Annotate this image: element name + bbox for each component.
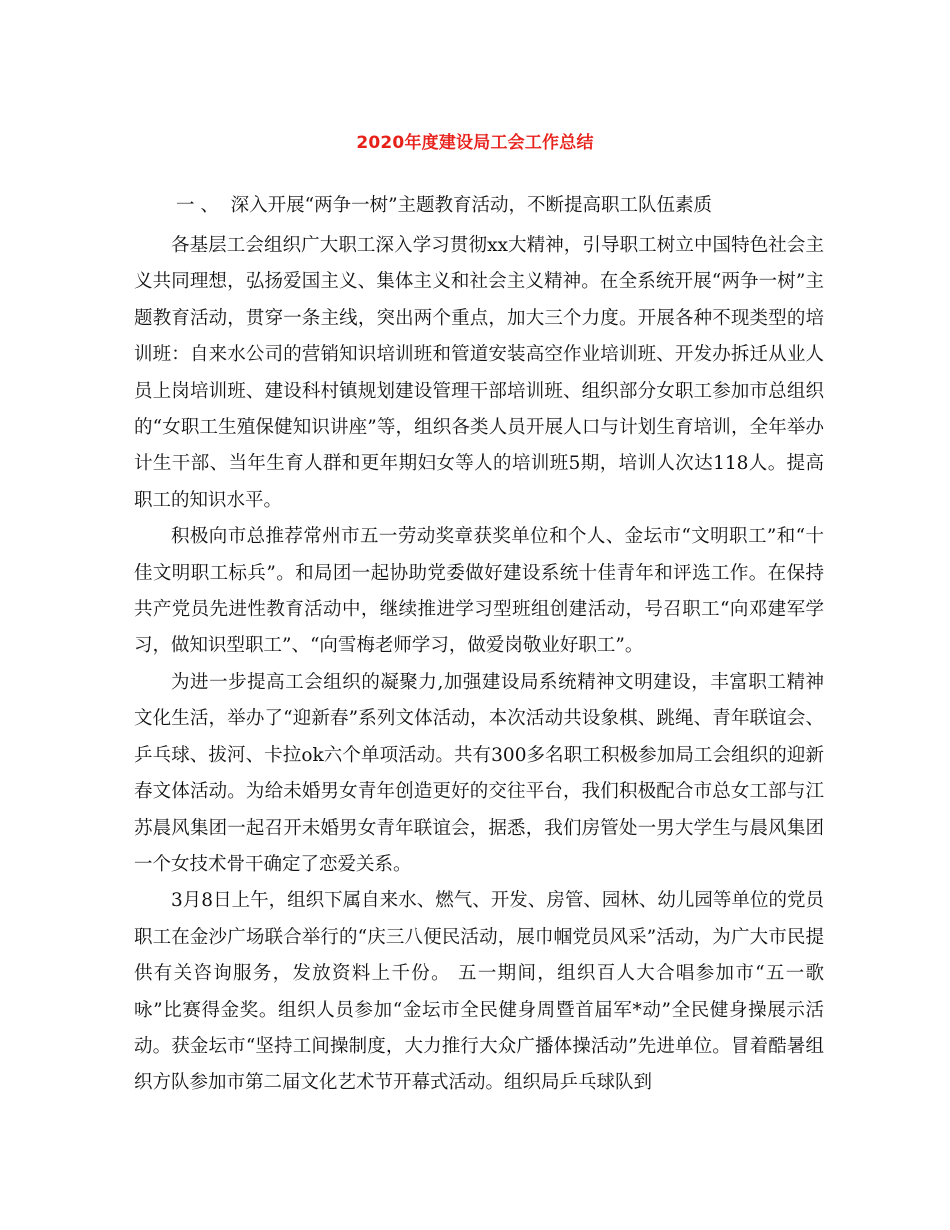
document-title: 2020年度建设局工会工作总结 [356, 133, 594, 153]
paragraph: 为进一步提高工会组织的凝聚力,加强建设局系统精神文明建设，丰富职工精神文化生活，举办了“迎新春”系列文体活动，本次活动共设象棋、跳绳、青年联谊会、乒乓球、拔河、卡拉ok六个单项活动。共有300多名职工积极参加局工会组织的迎新春文体活动。为给未婚男女青年创造更好的交往平台，我们积极配合市总女工部与江苏晨风集团一起召开未婚男女青年联谊会，据悉，我们房管处一男大学生与晨风集团一个女技术骨干确定了恋爱关系。 [134, 671, 824, 875]
paragraph: 各基层工会组织广大职工深入学习贯彻xx大精神，引导职工树立中国特色社会主义共同理想，弘扬爱国主义、集体主义和社会主义精神。在全系统开展“两争一树”主题教育活动，贯穿一条主线，突出两个重点，加大三个力度。开展各种不现类型的培训班：自来水公司的营销知识培训班和管道安装高空作业培训班、开发办拆迁从业人员上岗培训班、建设科村镇规划建设管理干部培训班、组织部分女职工参加市总组织的“女职工生殖保健知识讲座”等，组织各类人员开展人口与计划生育培训，全年举办计生干部、当年生育人群和更年期妇女等人的培训班5期，培训人次达118人。提高职工的知识水平。 [134, 235, 824, 511]
section-heading: 一 、 深入开展“两争一树”主题教育活动，不断提高职工队伍素质 [176, 195, 713, 216]
document-body [134, 188, 824, 1102]
paragraph: 积极向市总推荐常州市五一劳动奖章获奖单位和个人、金坛市“文明职工”和“十佳文明职工标兵”。和局团一起协助党委做好建设系统十佳青年和评选工作。在保持共产党员先进性教育活动中，继续推进学习型班组创建活动，号召职工“向邓建军学习，做知识型职工”、“向雪梅老师学习，做爱岗敬业好职工”。 [134, 526, 824, 657]
paragraph: 3月8日上午，组织下属自来水、燃气、开发、房管、园林、幼儿园等单位的党员职工在金沙广场联合举行的“庆三八便民活动，展巾帼党员风采”活动，为广大市民提供有关咨询服务，发放资料上千份。 五一期间，组织百人大合唱参加市“五一歌咏”比赛得金奖。组织人员参加“金坛市全民健身周暨首届军*动”全民健身操展示活动。获金坛市“坚持工间操制度，大力推行大众广播体操活动”先进单位。冒着酷暑组织方队参加市第二届文化艺术节开幕式活动。组织局乒乓球队到 [134, 890, 824, 1094]
